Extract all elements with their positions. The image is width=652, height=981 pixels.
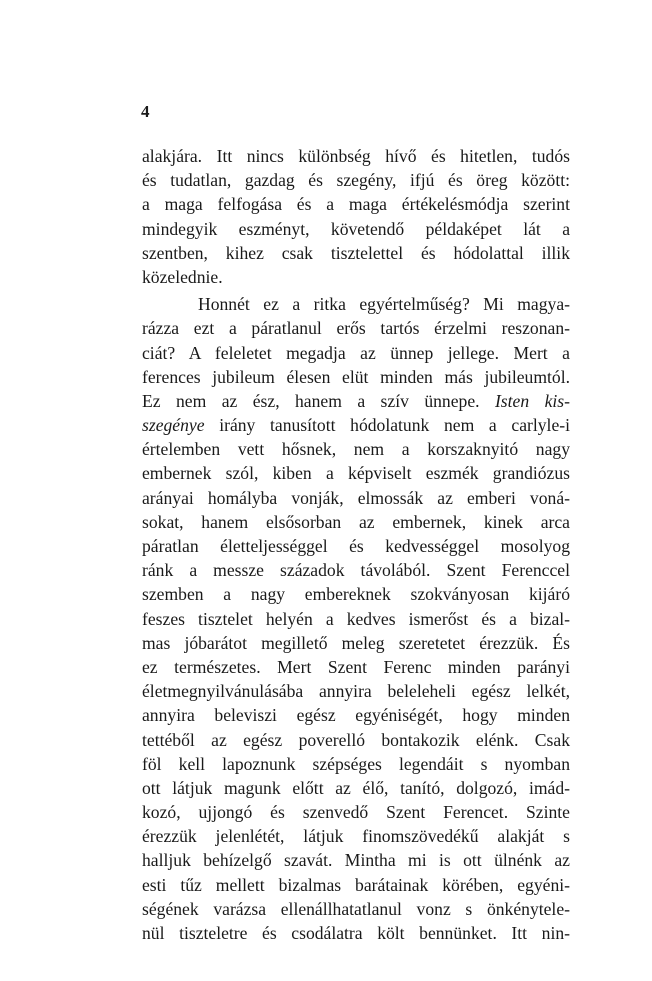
text-line: ferences jubileum élesen elüt minden más jubileumtól.	[142, 366, 570, 387]
text-line: nül tiszteletre és csodálatra költ bennünket. Itt nin-	[142, 923, 570, 943]
text-line: Honnét ez a ritka egyértelműség? Mi magya-	[198, 294, 570, 315]
text-line: arányai homályba vonják, elmossák az emberi voná-	[142, 487, 570, 508]
text-line: mindegyik eszményt, követendő példaképet lát a	[142, 218, 570, 239]
text-line-segment: irány tanusított hódolatunk nem a carlyle-i	[219, 415, 571, 436]
text-line: feszes tisztelet helyén a kedves ismerőst és a bizal-	[142, 608, 570, 629]
text-line: alakjára. Itt nincs különbség hívő és hitetlen, tudós	[142, 146, 570, 166]
text-line-segment: Ez nem az ész, hanem a szív ünnepe.	[142, 390, 480, 411]
text-line: ciát? A feleletet megadja az ünnep jellege. Mert a	[142, 342, 570, 363]
text-line: közelednie.	[142, 266, 223, 287]
page-number: 4	[141, 102, 150, 121]
text-line: a maga felfogása és a maga értékelésmódja szerint	[142, 194, 570, 215]
text-line: páratlan életteljességgel és kedvességgel mosolyog	[142, 536, 570, 556]
italic-phrase: szegénye	[142, 415, 205, 436]
text-line: értelemben vett hősnek, nem a korszaknyitó nagy	[142, 439, 570, 460]
text-line: mas jóbarátot megillető meleg szeretetet érezzük. És	[142, 632, 570, 653]
text-line	[142, 389, 570, 413]
text-line: ránk a messze századok távolából. Szent Ferenccel	[142, 560, 570, 581]
text-line: sokat, hanem elsősorban az embernek, kinek arca	[142, 511, 570, 532]
text-line: kozó, ujjongó és szenvedő Szent Ferencet. Szinte	[142, 802, 570, 823]
text-line: halljuk behízelgő szavát. Mintha mi is ott ülnénk az	[142, 850, 570, 871]
text-line: érezzük jelenlétét, látjuk finomszövedékű alakját s	[142, 826, 570, 847]
text-line: tettéből az egész poverelló bontakozik elénk. Csak	[142, 729, 570, 750]
text-line: embernek szól, kiben a képviselt eszmék grandiózus	[142, 463, 570, 484]
text-line: föl kell lapoznunk szépséges legendáit s nyomban	[142, 753, 570, 774]
text-line: ez természetes. Mert Szent Ferenc minden parányi	[142, 656, 570, 677]
text-line: szemben a nagy embereknek szokványosan kijáró	[142, 584, 570, 605]
text-line: rázza ezt a páratlanul erős tartós érzelmi reszonan-	[142, 318, 570, 339]
text-line: esti tűz mellett bizalmas barátainak körében, egyéni-	[142, 874, 570, 895]
text-line	[142, 413, 570, 437]
text-line: és tudatlan, gazdag és szegény, ifjú és öreg között:	[142, 170, 570, 191]
italic-phrase: Isten kis-	[494, 390, 570, 411]
text-line: ott látjuk magunk előtt az élő, tanító, dolgozó, imád-	[142, 777, 570, 798]
text-line: szentben, kihez csak tisztelettel és hódolattal illik	[142, 242, 570, 263]
body-text	[142, 144, 570, 945]
text-line: életmegnyilvánulásába annyira beleleheli egész lelkét,	[142, 681, 570, 702]
text-line: annyira beleviszi egész egyéniségét, hogy minden	[142, 705, 570, 726]
text-line: ségének varázsa ellenállhatatlanul vonz s önkénytele-	[142, 898, 570, 919]
